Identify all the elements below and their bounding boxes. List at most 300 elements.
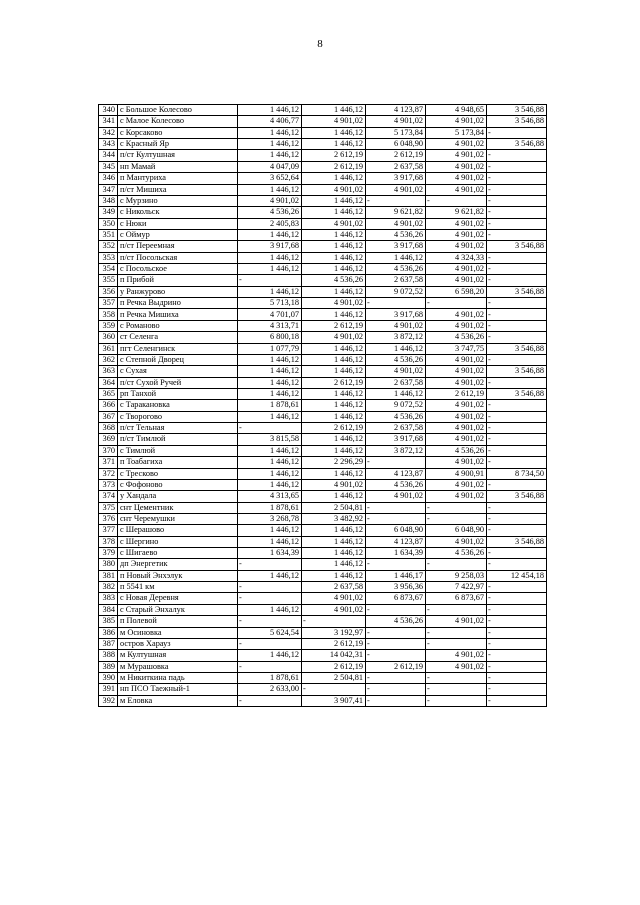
value-col-1: - xyxy=(238,695,302,706)
row-number: 377 xyxy=(99,525,118,536)
row-number: 364 xyxy=(99,377,118,388)
value-col-1: 2 633,00 xyxy=(238,684,302,695)
value-col-1: 1 446,12 xyxy=(238,264,302,275)
value-col-3: - xyxy=(366,195,426,206)
value-col-3: 4 123,87 xyxy=(366,105,426,116)
row-number: 342 xyxy=(99,127,118,138)
settlement-name: п Речка Выдрино xyxy=(118,298,238,309)
table-row xyxy=(99,229,547,240)
value-col-3: - xyxy=(366,502,426,513)
row-number: 390 xyxy=(99,672,118,683)
value-col-1: 1 446,12 xyxy=(238,139,302,150)
value-col-4: 4 901,02 xyxy=(426,264,487,275)
table-row xyxy=(99,582,547,593)
value-col-3: 4 536,26 xyxy=(366,479,426,490)
settlement-name: с Тресково xyxy=(118,468,238,479)
value-col-4: 3 747,75 xyxy=(426,343,487,354)
value-col-5: - xyxy=(487,695,547,706)
value-col-4: 4 536,26 xyxy=(426,548,487,559)
value-col-1: 1 446,12 xyxy=(238,388,302,399)
value-col-1: 4 313,71 xyxy=(238,320,302,331)
row-number: 374 xyxy=(99,491,118,502)
settlement-name: п Прибой xyxy=(118,275,238,286)
value-col-1: 1 446,12 xyxy=(238,468,302,479)
value-col-3: - xyxy=(366,684,426,695)
value-col-3: 1 446,12 xyxy=(366,343,426,354)
settlement-name: п Речка Мишиха xyxy=(118,309,238,320)
row-number: 371 xyxy=(99,457,118,468)
value-col-5: 3 546,88 xyxy=(487,105,547,116)
value-col-4: - xyxy=(426,672,487,683)
value-col-1: 3 917,68 xyxy=(238,241,302,252)
settlement-name: с Корсаково xyxy=(118,127,238,138)
table-row xyxy=(99,570,547,581)
value-col-4: 4 901,02 xyxy=(426,400,487,411)
value-col-3: 3 917,68 xyxy=(366,434,426,445)
value-col-5: - xyxy=(487,150,547,161)
row-number: 376 xyxy=(99,513,118,524)
value-col-2: 1 446,12 xyxy=(302,570,366,581)
row-number: 347 xyxy=(99,184,118,195)
value-col-2: 4 901,02 xyxy=(302,604,366,615)
value-col-2: 3 192,97 xyxy=(302,627,366,638)
value-col-2: 2 612,19 xyxy=(302,638,366,649)
value-col-4: - xyxy=(426,513,487,524)
value-col-3: 4 536,26 xyxy=(366,229,426,240)
settlement-name: п/ст Сухой Ручей xyxy=(118,377,238,388)
value-col-4: 4 901,02 xyxy=(426,457,487,468)
value-col-1: 3 652,64 xyxy=(238,173,302,184)
value-col-1: 1 446,12 xyxy=(238,252,302,263)
value-col-3: 4 901,02 xyxy=(366,366,426,377)
value-col-4: 4 901,02 xyxy=(426,150,487,161)
value-col-4: - xyxy=(426,559,487,570)
table-row xyxy=(99,423,547,434)
table-row xyxy=(99,616,547,627)
value-col-5: - xyxy=(487,332,547,343)
row-number: 341 xyxy=(99,116,118,127)
row-number: 370 xyxy=(99,445,118,456)
value-col-1: 1 446,12 xyxy=(238,525,302,536)
row-number: 378 xyxy=(99,536,118,547)
value-col-2: 1 446,12 xyxy=(302,400,366,411)
value-col-2: 1 446,12 xyxy=(302,434,366,445)
value-col-4: 4 901,02 xyxy=(426,434,487,445)
table-row xyxy=(99,354,547,365)
value-col-2: 1 446,12 xyxy=(302,366,366,377)
value-col-1: 1 446,12 xyxy=(238,604,302,615)
settlement-name: с Мурзино xyxy=(118,195,238,206)
table-row xyxy=(99,650,547,661)
value-col-5: - xyxy=(487,173,547,184)
table-row xyxy=(99,309,547,320)
value-col-3: - xyxy=(366,627,426,638)
row-number: 355 xyxy=(99,275,118,286)
value-col-4: - xyxy=(426,638,487,649)
value-col-4: 4 901,02 xyxy=(426,616,487,627)
value-col-1: 1 878,61 xyxy=(238,400,302,411)
value-col-1: 1 446,12 xyxy=(238,411,302,422)
value-col-2: 3 907,41 xyxy=(302,695,366,706)
value-col-2: 14 042,31 xyxy=(302,650,366,661)
value-col-5: - xyxy=(487,513,547,524)
row-number: 373 xyxy=(99,479,118,490)
table-row xyxy=(99,695,547,706)
value-col-1: - xyxy=(238,275,302,286)
value-col-5: - xyxy=(487,264,547,275)
value-col-3: - xyxy=(366,513,426,524)
settlement-name: м Никиткина падь xyxy=(118,672,238,683)
table-body xyxy=(99,105,547,707)
value-col-4: 6 598,20 xyxy=(426,286,487,297)
table-row xyxy=(99,627,547,638)
value-col-1: 1 446,12 xyxy=(238,354,302,365)
value-col-1: 1 446,12 xyxy=(238,377,302,388)
value-col-2: 4 901,02 xyxy=(302,479,366,490)
table-row xyxy=(99,502,547,513)
value-col-5: - xyxy=(487,127,547,138)
row-number: 356 xyxy=(99,286,118,297)
row-number: 369 xyxy=(99,434,118,445)
value-col-4: 4 901,02 xyxy=(426,423,487,434)
table-row xyxy=(99,195,547,206)
value-col-5: - xyxy=(487,457,547,468)
value-col-4: 4 901,02 xyxy=(426,184,487,195)
settlement-name: п/ст Посольская xyxy=(118,252,238,263)
value-col-4: 4 901,02 xyxy=(426,161,487,172)
value-col-2: 1 446,12 xyxy=(302,468,366,479)
value-col-2: 3 482,92 xyxy=(302,513,366,524)
settlement-name: с Старый Энхалук xyxy=(118,604,238,615)
value-col-5: - xyxy=(487,434,547,445)
settlement-name: п/ст Тимлюй xyxy=(118,434,238,445)
value-col-1: 1 446,12 xyxy=(238,479,302,490)
table-row xyxy=(99,638,547,649)
value-col-2: 1 446,12 xyxy=(302,445,366,456)
value-col-4: 4 901,02 xyxy=(426,275,487,286)
value-col-1: 4 536,26 xyxy=(238,207,302,218)
value-col-3: - xyxy=(366,650,426,661)
value-col-4: - xyxy=(426,695,487,706)
value-col-2: 2 612,19 xyxy=(302,150,366,161)
settlement-name: с Малое Колесово xyxy=(118,116,238,127)
value-col-3: 2 637,58 xyxy=(366,377,426,388)
settlement-name: п Новый Энхэлук xyxy=(118,570,238,581)
table-row xyxy=(99,286,547,297)
value-col-4: 4 536,26 xyxy=(426,445,487,456)
value-col-3: 4 901,02 xyxy=(366,184,426,195)
table-row xyxy=(99,548,547,559)
value-col-1: 1 634,39 xyxy=(238,548,302,559)
table-row xyxy=(99,127,547,138)
settlement-name: п/ст Култушная xyxy=(118,150,238,161)
table-row xyxy=(99,445,547,456)
value-col-1: 1 878,61 xyxy=(238,672,302,683)
value-col-1: 3 268,78 xyxy=(238,513,302,524)
settlement-name: п Полевой xyxy=(118,616,238,627)
row-number: 353 xyxy=(99,252,118,263)
value-col-5: 8 734,50 xyxy=(487,468,547,479)
value-col-4: - xyxy=(426,604,487,615)
value-col-2: 1 446,12 xyxy=(302,411,366,422)
value-col-2: - xyxy=(302,684,366,695)
value-col-2: 2 612,19 xyxy=(302,423,366,434)
value-col-5: - xyxy=(487,195,547,206)
value-col-4: 4 901,02 xyxy=(426,411,487,422)
value-col-3: 3 917,68 xyxy=(366,241,426,252)
value-col-2: 4 536,26 xyxy=(302,275,366,286)
settlement-name: с Романово xyxy=(118,320,238,331)
value-col-1: 1 446,12 xyxy=(238,457,302,468)
table-row xyxy=(99,593,547,604)
value-col-5: 3 546,88 xyxy=(487,139,547,150)
value-col-1: 1 446,12 xyxy=(238,536,302,547)
value-col-4: 4 901,02 xyxy=(426,479,487,490)
value-col-3: - xyxy=(366,457,426,468)
value-col-5: - xyxy=(487,559,547,570)
value-col-5: 3 546,88 xyxy=(487,343,547,354)
value-col-2: 4 901,02 xyxy=(302,298,366,309)
settlements-table xyxy=(98,104,547,707)
value-col-4: 4 901,02 xyxy=(426,491,487,502)
value-col-3: 1 446,12 xyxy=(366,388,426,399)
value-col-5: - xyxy=(487,593,547,604)
value-col-3: - xyxy=(366,298,426,309)
table-row xyxy=(99,434,547,445)
value-col-3: 4 901,02 xyxy=(366,218,426,229)
settlement-name: с Красный Яр xyxy=(118,139,238,150)
value-col-5: - xyxy=(487,229,547,240)
value-col-3: 6 048,90 xyxy=(366,139,426,150)
value-col-1: 4 406,77 xyxy=(238,116,302,127)
value-col-5: - xyxy=(487,400,547,411)
value-col-3: 2 637,58 xyxy=(366,423,426,434)
value-col-5: 3 546,88 xyxy=(487,536,547,547)
value-col-2: 4 901,02 xyxy=(302,116,366,127)
table-row xyxy=(99,116,547,127)
value-col-5: - xyxy=(487,207,547,218)
row-number: 387 xyxy=(99,638,118,649)
row-number: 383 xyxy=(99,593,118,604)
value-col-2: 4 901,02 xyxy=(302,184,366,195)
settlement-name: с Нюки xyxy=(118,218,238,229)
value-col-3: 9 072,52 xyxy=(366,400,426,411)
settlement-name: м Еловка xyxy=(118,695,238,706)
value-col-5: 12 454,18 xyxy=(487,570,547,581)
value-col-3: - xyxy=(366,695,426,706)
value-col-5: - xyxy=(487,616,547,627)
value-col-4: 4 536,26 xyxy=(426,332,487,343)
table-row xyxy=(99,400,547,411)
value-col-4: 4 901,02 xyxy=(426,173,487,184)
table-row xyxy=(99,343,547,354)
settlement-name: с Тимлюй xyxy=(118,445,238,456)
value-col-4: 4 900,91 xyxy=(426,468,487,479)
row-number: 381 xyxy=(99,570,118,581)
value-col-4: 4 901,02 xyxy=(426,139,487,150)
value-col-4: 4 901,02 xyxy=(426,320,487,331)
row-number: 382 xyxy=(99,582,118,593)
value-col-1: 1 446,12 xyxy=(238,229,302,240)
value-col-2: 1 446,12 xyxy=(302,536,366,547)
table-row xyxy=(99,536,547,547)
value-col-4: - xyxy=(426,684,487,695)
value-col-4: 6 873,67 xyxy=(426,593,487,604)
value-col-1: 1 446,12 xyxy=(238,445,302,456)
value-col-1: 4 701,07 xyxy=(238,309,302,320)
settlement-name: снт Черемушки xyxy=(118,513,238,524)
value-col-1: 1 878,61 xyxy=(238,502,302,513)
row-number: 386 xyxy=(99,627,118,638)
value-col-3: 4 536,26 xyxy=(366,616,426,627)
value-col-2: 2 612,19 xyxy=(302,377,366,388)
table-row xyxy=(99,559,547,570)
value-col-5: - xyxy=(487,320,547,331)
value-col-2: 1 446,12 xyxy=(302,127,366,138)
value-col-4: 5 173,84 xyxy=(426,127,487,138)
value-col-3: 1 446,12 xyxy=(366,252,426,263)
value-col-5: - xyxy=(487,525,547,536)
value-col-2: 1 446,12 xyxy=(302,241,366,252)
settlement-name: м Мурашовка xyxy=(118,661,238,672)
settlement-name: с Степной Дворец xyxy=(118,354,238,365)
row-number: 357 xyxy=(99,298,118,309)
settlement-name: с Никольск xyxy=(118,207,238,218)
value-col-2: 2 504,81 xyxy=(302,502,366,513)
settlement-name: с Оймур xyxy=(118,229,238,240)
settlement-name: нп Мамай xyxy=(118,161,238,172)
value-col-2: 1 446,12 xyxy=(302,229,366,240)
value-col-4: 4 901,02 xyxy=(426,218,487,229)
value-col-1: - xyxy=(238,638,302,649)
table-row xyxy=(99,252,547,263)
value-col-5: - xyxy=(487,604,547,615)
value-col-4: 4 901,02 xyxy=(426,309,487,320)
row-number: 351 xyxy=(99,229,118,240)
settlement-name: п/ст Мишиха xyxy=(118,184,238,195)
table-row xyxy=(99,241,547,252)
value-col-4: 6 048,90 xyxy=(426,525,487,536)
value-col-1: 1 446,12 xyxy=(238,105,302,116)
table-row xyxy=(99,173,547,184)
value-col-1: 1 446,12 xyxy=(238,150,302,161)
value-col-1: 1 446,12 xyxy=(238,286,302,297)
value-col-3: 4 536,26 xyxy=(366,264,426,275)
table-row xyxy=(99,139,547,150)
value-col-4: 4 901,02 xyxy=(426,116,487,127)
row-number: 344 xyxy=(99,150,118,161)
value-col-4: 4 901,02 xyxy=(426,354,487,365)
value-col-2: 2 504,81 xyxy=(302,672,366,683)
row-number: 350 xyxy=(99,218,118,229)
value-col-2: 1 446,12 xyxy=(302,559,366,570)
value-col-3: 6 048,90 xyxy=(366,525,426,536)
value-col-5: - xyxy=(487,548,547,559)
value-col-5: - xyxy=(487,298,547,309)
value-col-2: 1 446,12 xyxy=(302,343,366,354)
value-col-1: 1 077,79 xyxy=(238,343,302,354)
value-col-5: 3 546,88 xyxy=(487,241,547,252)
value-col-2: 1 446,12 xyxy=(302,264,366,275)
row-number: 385 xyxy=(99,616,118,627)
settlement-name: с Сухая xyxy=(118,366,238,377)
value-col-3: - xyxy=(366,638,426,649)
value-col-4: 2 612,19 xyxy=(426,388,487,399)
value-col-2: 1 446,12 xyxy=(302,173,366,184)
value-col-1: 5 624,54 xyxy=(238,627,302,638)
settlement-name: у Ранжурово xyxy=(118,286,238,297)
value-col-3: 2 612,19 xyxy=(366,150,426,161)
value-col-4: 4 901,02 xyxy=(426,366,487,377)
value-col-5: - xyxy=(487,411,547,422)
row-number: 372 xyxy=(99,468,118,479)
row-number: 363 xyxy=(99,366,118,377)
row-number: 354 xyxy=(99,264,118,275)
table-row xyxy=(99,264,547,275)
value-col-3: 2 637,58 xyxy=(366,275,426,286)
value-col-5: - xyxy=(487,684,547,695)
settlement-name: п Тоабагиха xyxy=(118,457,238,468)
value-col-4: 4 901,02 xyxy=(426,377,487,388)
value-col-2: 4 901,02 xyxy=(302,593,366,604)
row-number: 391 xyxy=(99,684,118,695)
value-col-1: 5 713,18 xyxy=(238,298,302,309)
value-col-3: 3 956,36 xyxy=(366,582,426,593)
table-row xyxy=(99,218,547,229)
value-col-5: 3 546,88 xyxy=(487,388,547,399)
value-col-2: 1 446,12 xyxy=(302,207,366,218)
value-col-1: 1 446,12 xyxy=(238,366,302,377)
table-row xyxy=(99,604,547,615)
value-col-3: 3 872,12 xyxy=(366,332,426,343)
value-col-1: - xyxy=(238,559,302,570)
table-row xyxy=(99,468,547,479)
value-col-3: 1 446,17 xyxy=(366,570,426,581)
value-col-3: 6 873,67 xyxy=(366,593,426,604)
table-row xyxy=(99,105,547,116)
row-number: 358 xyxy=(99,309,118,320)
value-col-5: 3 546,88 xyxy=(487,491,547,502)
value-col-1: - xyxy=(238,616,302,627)
row-number: 379 xyxy=(99,548,118,559)
value-col-3: 2 612,19 xyxy=(366,661,426,672)
value-col-5: - xyxy=(487,479,547,490)
table-row xyxy=(99,184,547,195)
value-col-2: 1 446,12 xyxy=(302,139,366,150)
settlement-name: с Фофоново xyxy=(118,479,238,490)
value-col-2: 1 446,12 xyxy=(302,388,366,399)
value-col-5: - xyxy=(487,582,547,593)
value-col-2: 4 901,02 xyxy=(302,218,366,229)
table-row xyxy=(99,161,547,172)
value-col-5: - xyxy=(487,650,547,661)
row-number: 368 xyxy=(99,423,118,434)
settlement-name: у Хандала xyxy=(118,491,238,502)
value-col-1: 4 901,02 xyxy=(238,195,302,206)
value-col-2: 2 637,58 xyxy=(302,582,366,593)
value-col-2: 1 446,12 xyxy=(302,525,366,536)
value-col-5: 3 546,88 xyxy=(487,366,547,377)
value-col-4: 4 901,02 xyxy=(426,661,487,672)
value-col-1: 4 047,09 xyxy=(238,161,302,172)
value-col-5: 3 546,88 xyxy=(487,116,547,127)
settlement-name: м Осиновка xyxy=(118,627,238,638)
value-col-1: 4 313,65 xyxy=(238,491,302,502)
settlement-name: дп Энергетик xyxy=(118,559,238,570)
value-col-3: 4 123,87 xyxy=(366,468,426,479)
value-col-4: 4 901,02 xyxy=(426,229,487,240)
value-col-2: 1 446,12 xyxy=(302,105,366,116)
